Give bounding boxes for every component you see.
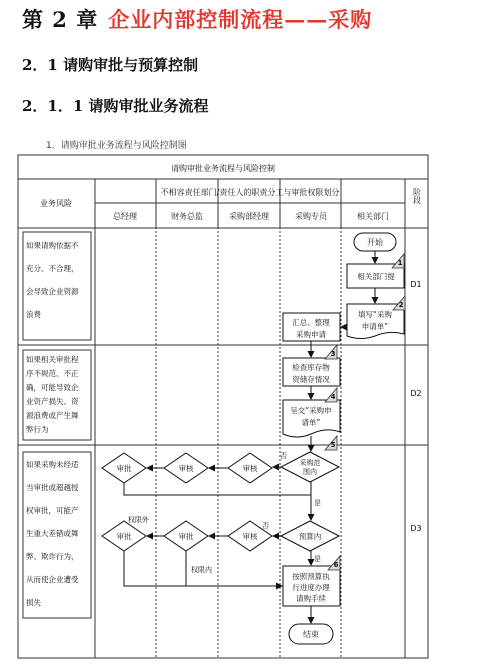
role-header-3: 采购专员 xyxy=(295,212,327,221)
table-title: 请购审批业务流程与风险控制 xyxy=(171,164,275,173)
stage-column-header: 阶段 xyxy=(412,188,422,204)
no-label-budget: 否 xyxy=(262,522,269,530)
step5-label-line1: 呈交“采购申 xyxy=(290,406,332,415)
role-header-1: 财务总监 xyxy=(171,212,203,221)
role-header-4: 相关部门 xyxy=(357,212,389,221)
process-label-line2: 行进度办理 xyxy=(292,583,330,592)
risk-2-line-3: 生重大差错或舞 xyxy=(26,529,79,538)
stage-D1: D1 xyxy=(410,280,422,289)
role-header-2: 采购部经理 xyxy=(229,212,269,221)
step-number-1: 1 xyxy=(397,259,403,267)
start-label: 开始 xyxy=(367,238,383,247)
step5-label-line2: 请单” xyxy=(301,418,321,427)
risk-2-line-2: 权审批，可能产 xyxy=(26,506,79,515)
risk-2-line-1: 当审批或超越授 xyxy=(26,483,79,492)
role-header-0: 总经理 xyxy=(113,212,137,221)
process-label-line1: 按照预算执 xyxy=(292,572,330,581)
risk-1-line-4: 源浪费或产生舞 xyxy=(26,411,79,420)
step-number-4: 4 xyxy=(330,393,336,401)
step-number-3: 3 xyxy=(330,350,336,358)
risk-1-line-1: 序不规范、不正 xyxy=(26,369,79,378)
approve-fin-2-label: 审批 xyxy=(178,532,194,541)
approve-mgr-2-label: 审核 xyxy=(242,532,258,541)
duty-group-header: 不相容责任部门/责任人的职责分工与审批权限划分 xyxy=(160,188,340,197)
process-label-line3: 请购手续 xyxy=(296,594,326,603)
risk-0-line-2: 会导致企业资源 xyxy=(26,287,79,296)
within-authority-label: 权限内 xyxy=(191,566,212,574)
risk-1-line-3: 业资产损失、资 xyxy=(26,397,79,406)
chapter-number: 第 2 章 xyxy=(22,7,99,32)
chapter-title: 企业内部控制流程——采购 xyxy=(108,7,373,32)
step1-label: 相关部门提 xyxy=(357,272,395,281)
decision-scope-line2: 围内 xyxy=(303,468,317,476)
step4-label-line2: 资储存情况 xyxy=(292,375,330,384)
risk-1-line-5: 弊行为 xyxy=(26,425,49,434)
step-number-5: 5 xyxy=(330,441,336,449)
approve-fin-1-label: 审核 xyxy=(178,464,194,473)
over-authority-label: 权限外 xyxy=(128,516,149,524)
decision-scope-line1: 采购范 xyxy=(299,459,321,467)
risk-0-line-1: 充分、不合理， xyxy=(26,264,79,273)
step-number-2: 2 xyxy=(398,301,404,309)
approve-gm-2-label: 审批 xyxy=(116,532,132,541)
risk-descriptions xyxy=(26,240,79,607)
step2-label-line1: 填写“采购 xyxy=(358,310,392,319)
role-headers xyxy=(113,211,389,221)
risk-0-line-3: 浪费 xyxy=(26,310,41,319)
risk-1-line-0: 如果相关审批程 xyxy=(26,355,79,364)
stage-D3: D3 xyxy=(410,524,422,533)
risk-0-line-0: 如果请购依据不 xyxy=(26,241,79,250)
figure-caption: 1．请购审批业务流程与风险控制图 xyxy=(46,141,187,151)
risk-2-line-0: 如果采购未经适 xyxy=(26,460,79,469)
no-label-scope: 否 xyxy=(280,452,287,460)
risk-2-line-4: 弊、欺诈行为， xyxy=(26,552,79,561)
risk-2-line-6: 损失 xyxy=(26,598,41,607)
risk-2-line-5: 从而使企业遭受 xyxy=(26,575,79,584)
step4-label-line1: 检查库存物 xyxy=(292,363,330,372)
yes-label-budget: 是 xyxy=(314,555,321,563)
table-grid xyxy=(18,155,428,658)
step-number-6: 6 xyxy=(333,561,339,569)
yes-label-scope: 是 xyxy=(314,499,321,507)
risk-column-header: 业务风险 xyxy=(40,199,72,208)
section-heading: 2．1 请购审批与预算控制 xyxy=(22,56,199,74)
step3-label-line2: 采购申请 xyxy=(296,330,326,339)
subsection-heading: 2．1．1 请购审批业务流程 xyxy=(22,97,209,115)
step3-label-line1: 汇总、整理 xyxy=(292,318,330,327)
step2-label-line2: 申请单” xyxy=(361,322,389,331)
approve-gm-1-label: 审批 xyxy=(116,464,132,473)
stage-D2: D2 xyxy=(410,389,422,398)
risk-1-line-2: 确，可能导致企 xyxy=(26,383,79,392)
approve-mgr-1-label: 审核 xyxy=(242,464,258,473)
stage-labels xyxy=(410,280,421,533)
decision-budget-label: 预算内 xyxy=(298,532,322,541)
end-label: 结束 xyxy=(303,630,319,639)
decision-in-scope xyxy=(281,452,339,482)
